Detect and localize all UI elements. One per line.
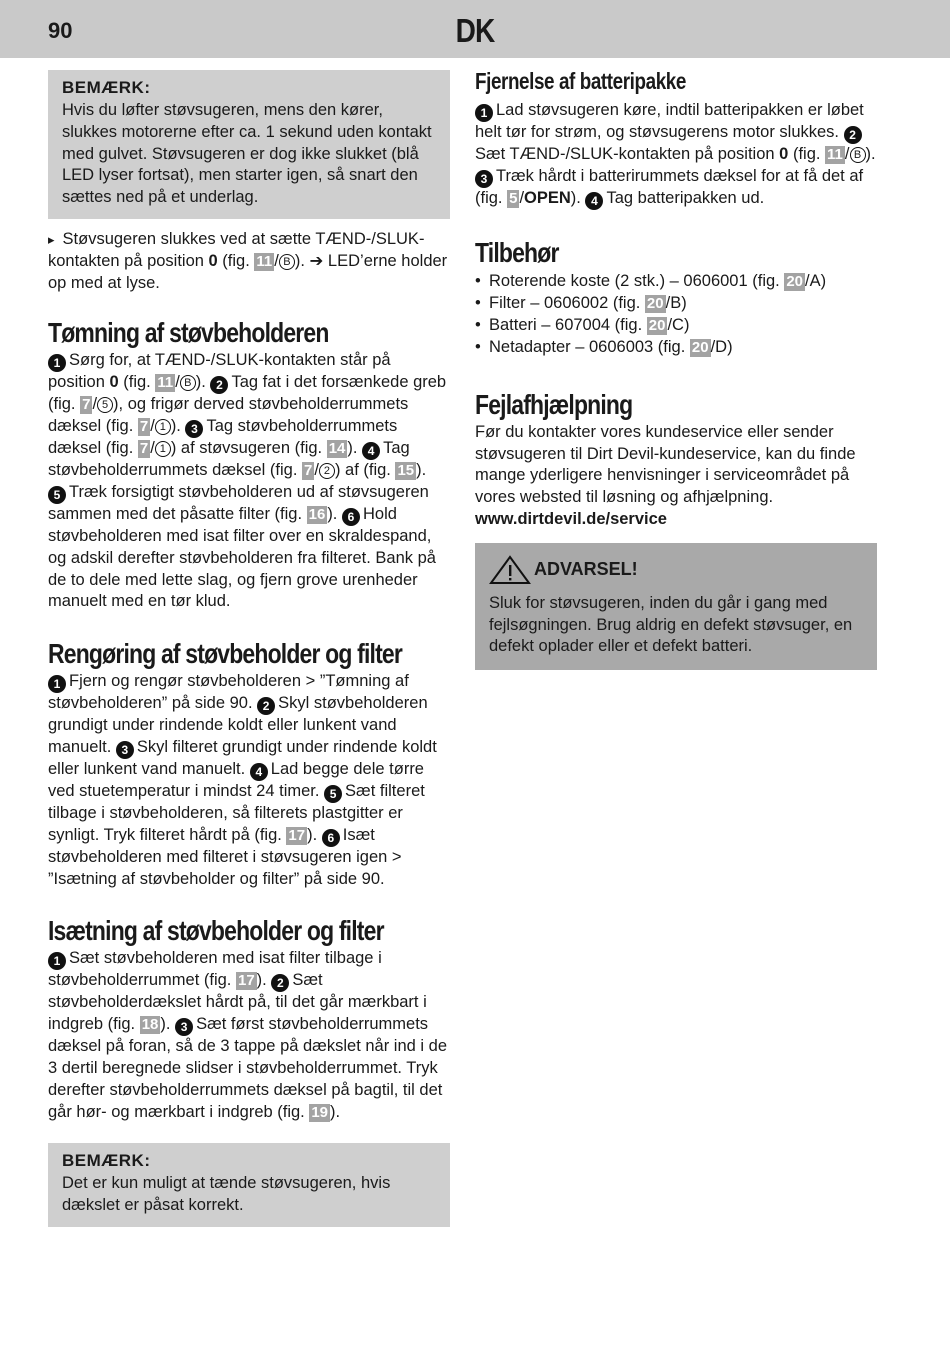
item-text: Batteri – 607004 (fig. — [489, 315, 647, 334]
step-text: Tag støvbeholderrummets dæksel (fig. — [48, 439, 410, 480]
empty-paragraph: 1 Sørg for, at TÆND-/SLUK-kontakten står på position 0 (fig. 11 / B ). 2 Tag fat i det forsænkede greb (fig. 7 / 5 ), og frigør derved støvbeholderrummets dæksel (fig. 7 / 1 ). 3 Tag støvbeholderrummets dæksel (fig. 7 / 1 ) af støvsugeren (fig. 14 ). 4 Tag støvbeholderrummets dæksel (fig. 7 / 2 ) af (fig. 15 ). 5 Træk forsigtigt støvbeholderen ud af støvsugeren sammen med det påsatte filter (fig. 16 ). 6 Hold støvbeholderen med isat filter over en skraldespand, og adskil derefter støvbeholderen fra filteret. Bank på de to dele med lette slag, og fjern grove urenheder manuelt med en tør klud. — [48, 351, 447, 611]
step-text: Sæt filteret tilbage i støvbeholderen, så filterets plastgitter er synligt. Tryk filteret hårdt på (fig. — [48, 781, 425, 844]
item-suffix: /A) — [805, 271, 827, 290]
step-3-icon: 3 — [175, 1018, 193, 1036]
step-text: Træk forsigtigt støvbeholderen ud af støvsugeren sammen med det påsatte filter (fig. — [48, 482, 429, 523]
position-value: 0 — [208, 251, 218, 270]
page-header — [0, 0, 950, 58]
step-4-icon: 4 — [362, 442, 380, 460]
step-2-icon: 2 — [844, 126, 862, 144]
language-code: DK — [455, 12, 495, 49]
service-link[interactable]: www.dirtdevil.de/service — [475, 509, 667, 528]
warning-triangle-icon — [489, 555, 531, 585]
note-title: BEMÆRK: — [62, 1151, 151, 1171]
fig-ref: 7 — [82, 396, 91, 414]
step-text: Tag støvbeholderrummets dæksel (fig. — [48, 417, 398, 458]
fig-ref: 11 — [157, 374, 174, 392]
fig-ref: 7 — [139, 440, 149, 458]
step-text: Træk hårdt i batterirummets dæksel for at få det af (fig. — [475, 166, 864, 207]
step-text: Skyl støvbeholderen grundigt under rindende koldt eller lunkent vand manuelt. — [48, 694, 428, 756]
fig-ref: 20 — [691, 338, 709, 356]
heading-clean: Rengøring af støvbeholder og filter — [48, 638, 402, 670]
step-text: Sæt støvbeholderen med isat filter tilbage i støvbeholderrummet (fig. — [48, 949, 382, 990]
note-text: Det er kun muligt at tænde støvsugeren, hvis dækslet er påsat korrekt. — [62, 1174, 391, 1215]
heading-accessories: Tilbehør — [475, 236, 559, 268]
fig-ref: 11 — [256, 252, 273, 270]
step-6-icon: 6 — [342, 508, 360, 526]
step-1-icon: 1 — [48, 675, 66, 693]
step-text: ), og frigør derved støvbeholderrummets dæksel (fig. — [48, 395, 409, 436]
step-text: Tag fat i det forsænkede greb (fig. — [48, 373, 447, 414]
fig-ref: 16 — [308, 505, 326, 523]
warning-title: ADVARSEL! — [534, 559, 638, 580]
heading-empty: Tømning af støvbeholderen — [48, 317, 329, 349]
page-number: 90 — [48, 18, 73, 43]
position-value: 0 — [779, 145, 789, 163]
text-fragment: (fig. — [217, 251, 255, 270]
battery-paragraph: 1 Lad støvsugeren køre, indtil batteripakken er løbet helt tør for strøm, og støvsugerens motor slukkes. 2Sæt TÆND-/SLUK-kontakten på position 0 (fig. 11 / B ). 3 Træk hårdt i batterirummets dæksel for at få det af (fig. 5 /OPEN). 4 Tag batteripakken ud. — [475, 101, 876, 208]
step-5-icon: 5 — [48, 486, 66, 504]
fig-ref: 20 — [648, 316, 666, 334]
clean-paragraph: 1 Fjern og rengør støvbeholderen > ”Tømning af støvbeholderen” på side 90. 2 Skyl støvbeholderen grundigt under rindende koldt eller lunkent vand manuelt. 3 Skyl filteret grundigt under rindende koldt eller lunkent vand manuelt. 4 Lad begge dele tørre ved stuetemperatur i mindst 24 timer. 5 Sæt filteret tilbage i støvbeholderen, så filterets plastgitter er synligt. Tryk filteret hårdt på (fig. 17 ). 6 Isæt støvbeholderen med filteret i støvsugeren igen > ”Isætning af støvbeholder og filter” på side 90. — [48, 672, 437, 888]
item-suffix: /B) — [665, 293, 687, 312]
step-1-icon: 1 — [48, 952, 66, 970]
warning-box — [475, 543, 877, 670]
insert-paragraph: 1 Sæt støvbeholderen med isat filter tilbage i støvbeholderrummet (fig. 17 ). 2 Sæt støvbeholderdækslet hårdt på, til det går mærkbart i indgreb (fig. 18 ). 3 Sæt først støvbeholderrummets dæksel på foran, så de 3 tappe på dækslet når ind i de 3 dertil beregnede slidser i støvbeholderrummet. Tryk derefter støvbeholderrummets dæksel på bagtil, til det går hør- og mærkbart i indgreb (fig. 19 ). — [48, 949, 448, 1121]
fig-ref: 7 — [139, 418, 149, 436]
item-suffix: /C) — [667, 315, 690, 334]
switch-off-paragraph: ▸ Støvsugeren slukkes ved at sætte TÆND-/SLUK-kontakten på position 0 (fig. 11 / B ). ➔ LED’erne holder op med at lyse. — [48, 229, 448, 292]
step-3-icon: 3 — [185, 420, 203, 438]
item-text: Filter – 0606002 (fig. — [489, 293, 645, 312]
note-box — [48, 70, 450, 219]
step-4-icon: 4 — [250, 763, 268, 781]
heading-battery: Fjernelse af batteripakke — [475, 68, 686, 94]
heading-insert: Isætning af støvbeholder og filter — [48, 915, 384, 947]
callout-ref: B — [180, 375, 196, 391]
callout-ref: 1 — [155, 441, 171, 457]
list-item — [475, 270, 877, 292]
item-text: Netadapter – 0606003 (fig. — [489, 337, 690, 356]
list-item — [475, 314, 877, 336]
step-text: Sæt støvbeholderdækslet hårdt på, til det går mærkbart i indgreb (fig. — [48, 971, 427, 1034]
warning-header — [489, 555, 863, 585]
note-box — [48, 1143, 450, 1227]
step-5-icon: 5 — [324, 785, 342, 803]
fig-ref: 7 — [304, 462, 313, 480]
arrow-marker-icon: ▸ — [48, 231, 55, 247]
switch-off-text: Støvsugeren slukkes ved at sætte TÆND-/SLUK-kontakten på position — [48, 229, 425, 270]
left-column — [48, 70, 450, 1227]
text-fragment: ). ➔ LED’erne holder op med at lyse. — [48, 251, 448, 292]
step-text: Hold støvbeholderen med isat filter over en skraldespand, og adskil derefter støvbeholderen fra filteret. Bank på de to dele med lette slag, og fjern grove urenheder manuelt med en tør klud. — [48, 504, 436, 611]
step-text: Skyl filteret grundigt under rindende koldt eller lunkent vand manuelt. — [48, 737, 437, 778]
step-3-icon: 3 — [116, 741, 134, 759]
callout-ref: B — [850, 147, 866, 163]
step-6-icon: 6 — [322, 829, 340, 847]
step-text: Sørg for, at TÆND-/SLUK-kontakten står på position — [48, 351, 391, 392]
step-text: Lad støvsugeren køre, indtil batteripakken er løbet helt tør for strøm, og støvsugerens motor slukkes. — [475, 101, 864, 141]
step-text: ) af (fig. — [334, 461, 396, 480]
step-text: ) af støvsugeren (fig. — [170, 439, 327, 458]
accessory-list — [475, 270, 877, 358]
step-1-icon: 1 — [475, 104, 493, 122]
note-text: Hvis du løfter støvsugeren, mens den kører, slukkes motorerne efter ca. 1 sekund uden kontakt med gulvet. Støvsugeren er dog ikke slukket (blå LED lyser fortsat), men starter igen, så snart den sættes ned på et underlag. — [62, 101, 432, 207]
item-text: Roterende koste (2 stk.) – 0606001 (fig. — [489, 271, 785, 290]
fig-ref: 15 — [397, 462, 415, 480]
step-2-icon: 2 — [210, 376, 228, 394]
step-text: Sæt TÆND-/SLUK-kontakten på position — [475, 145, 780, 163]
fig-ref: 20 — [646, 294, 664, 312]
step-text: Isæt støvbeholderen med filteret i støvsugeren igen > ”Isætning af støvbeholder og filter” på side 90. — [48, 825, 402, 888]
callout-ref: 1 — [155, 419, 171, 435]
step-2-icon: 2 — [257, 697, 275, 715]
callout-ref: B — [279, 254, 295, 270]
fig-ref: 14 — [328, 440, 346, 458]
step-text: Sæt først støvbeholderrummets dæksel på foran, så de 3 tappe på dækslet når ind i de 3 dertil beregnede slidser i støvbeholderrummet. Tryk derefter støvbeholderrummets dæksel på bagtil, til det går hør- og mærkbart i indgreb (fig. — [48, 1015, 448, 1121]
step-4-icon: 4 — [585, 192, 603, 210]
fig-ref: 11 — [827, 146, 843, 163]
fig-ref: 5 — [509, 189, 518, 207]
step-2-icon: 2 — [271, 974, 289, 992]
step-text: Lad begge dele tørre ved stuetemperatur i mindst 24 timer. — [48, 759, 424, 800]
step-1-icon: 1 — [48, 354, 66, 372]
position-value: 0 — [109, 373, 119, 392]
callout-ref: 2 — [319, 463, 335, 479]
fig-ref: 17 — [288, 826, 306, 844]
troubleshoot-text: Før du kontakter vores kundeservice eller sender støvsugeren til Dirt Devil-kundeservice, kan du finde mange yderligere henvisninger i serviceområdet på vores websted til løsning og afhjælpning. — [475, 422, 856, 507]
heading-troubleshoot: Fejlafhjælpning — [475, 388, 633, 420]
item-suffix: /D) — [710, 337, 733, 356]
fig-ref: 19 — [311, 1103, 329, 1121]
list-item — [475, 336, 877, 358]
step-text: Fjern og rengør støvbeholderen > ”Tømning af støvbeholderen” på side 90. — [48, 672, 409, 713]
callout-ref: 5 — [97, 397, 113, 413]
step-3-icon: 3 — [475, 170, 493, 188]
step-text: Tag batteripakken ud. — [606, 188, 765, 207]
list-item — [475, 292, 877, 314]
fig-ref: 20 — [786, 272, 804, 290]
fig-ref: 17 — [237, 972, 255, 990]
open-label: OPEN — [524, 188, 571, 207]
warning-text: Sluk for støvsugeren, inden du går i gang med fejlsøgningen. Brug aldrig en defekt støvsuger, en defekt oplader eller et defekt batteri. — [489, 593, 853, 656]
fig-ref: 18 — [141, 1016, 159, 1034]
note-title: BEMÆRK: — [62, 78, 151, 97]
right-column — [475, 66, 877, 670]
